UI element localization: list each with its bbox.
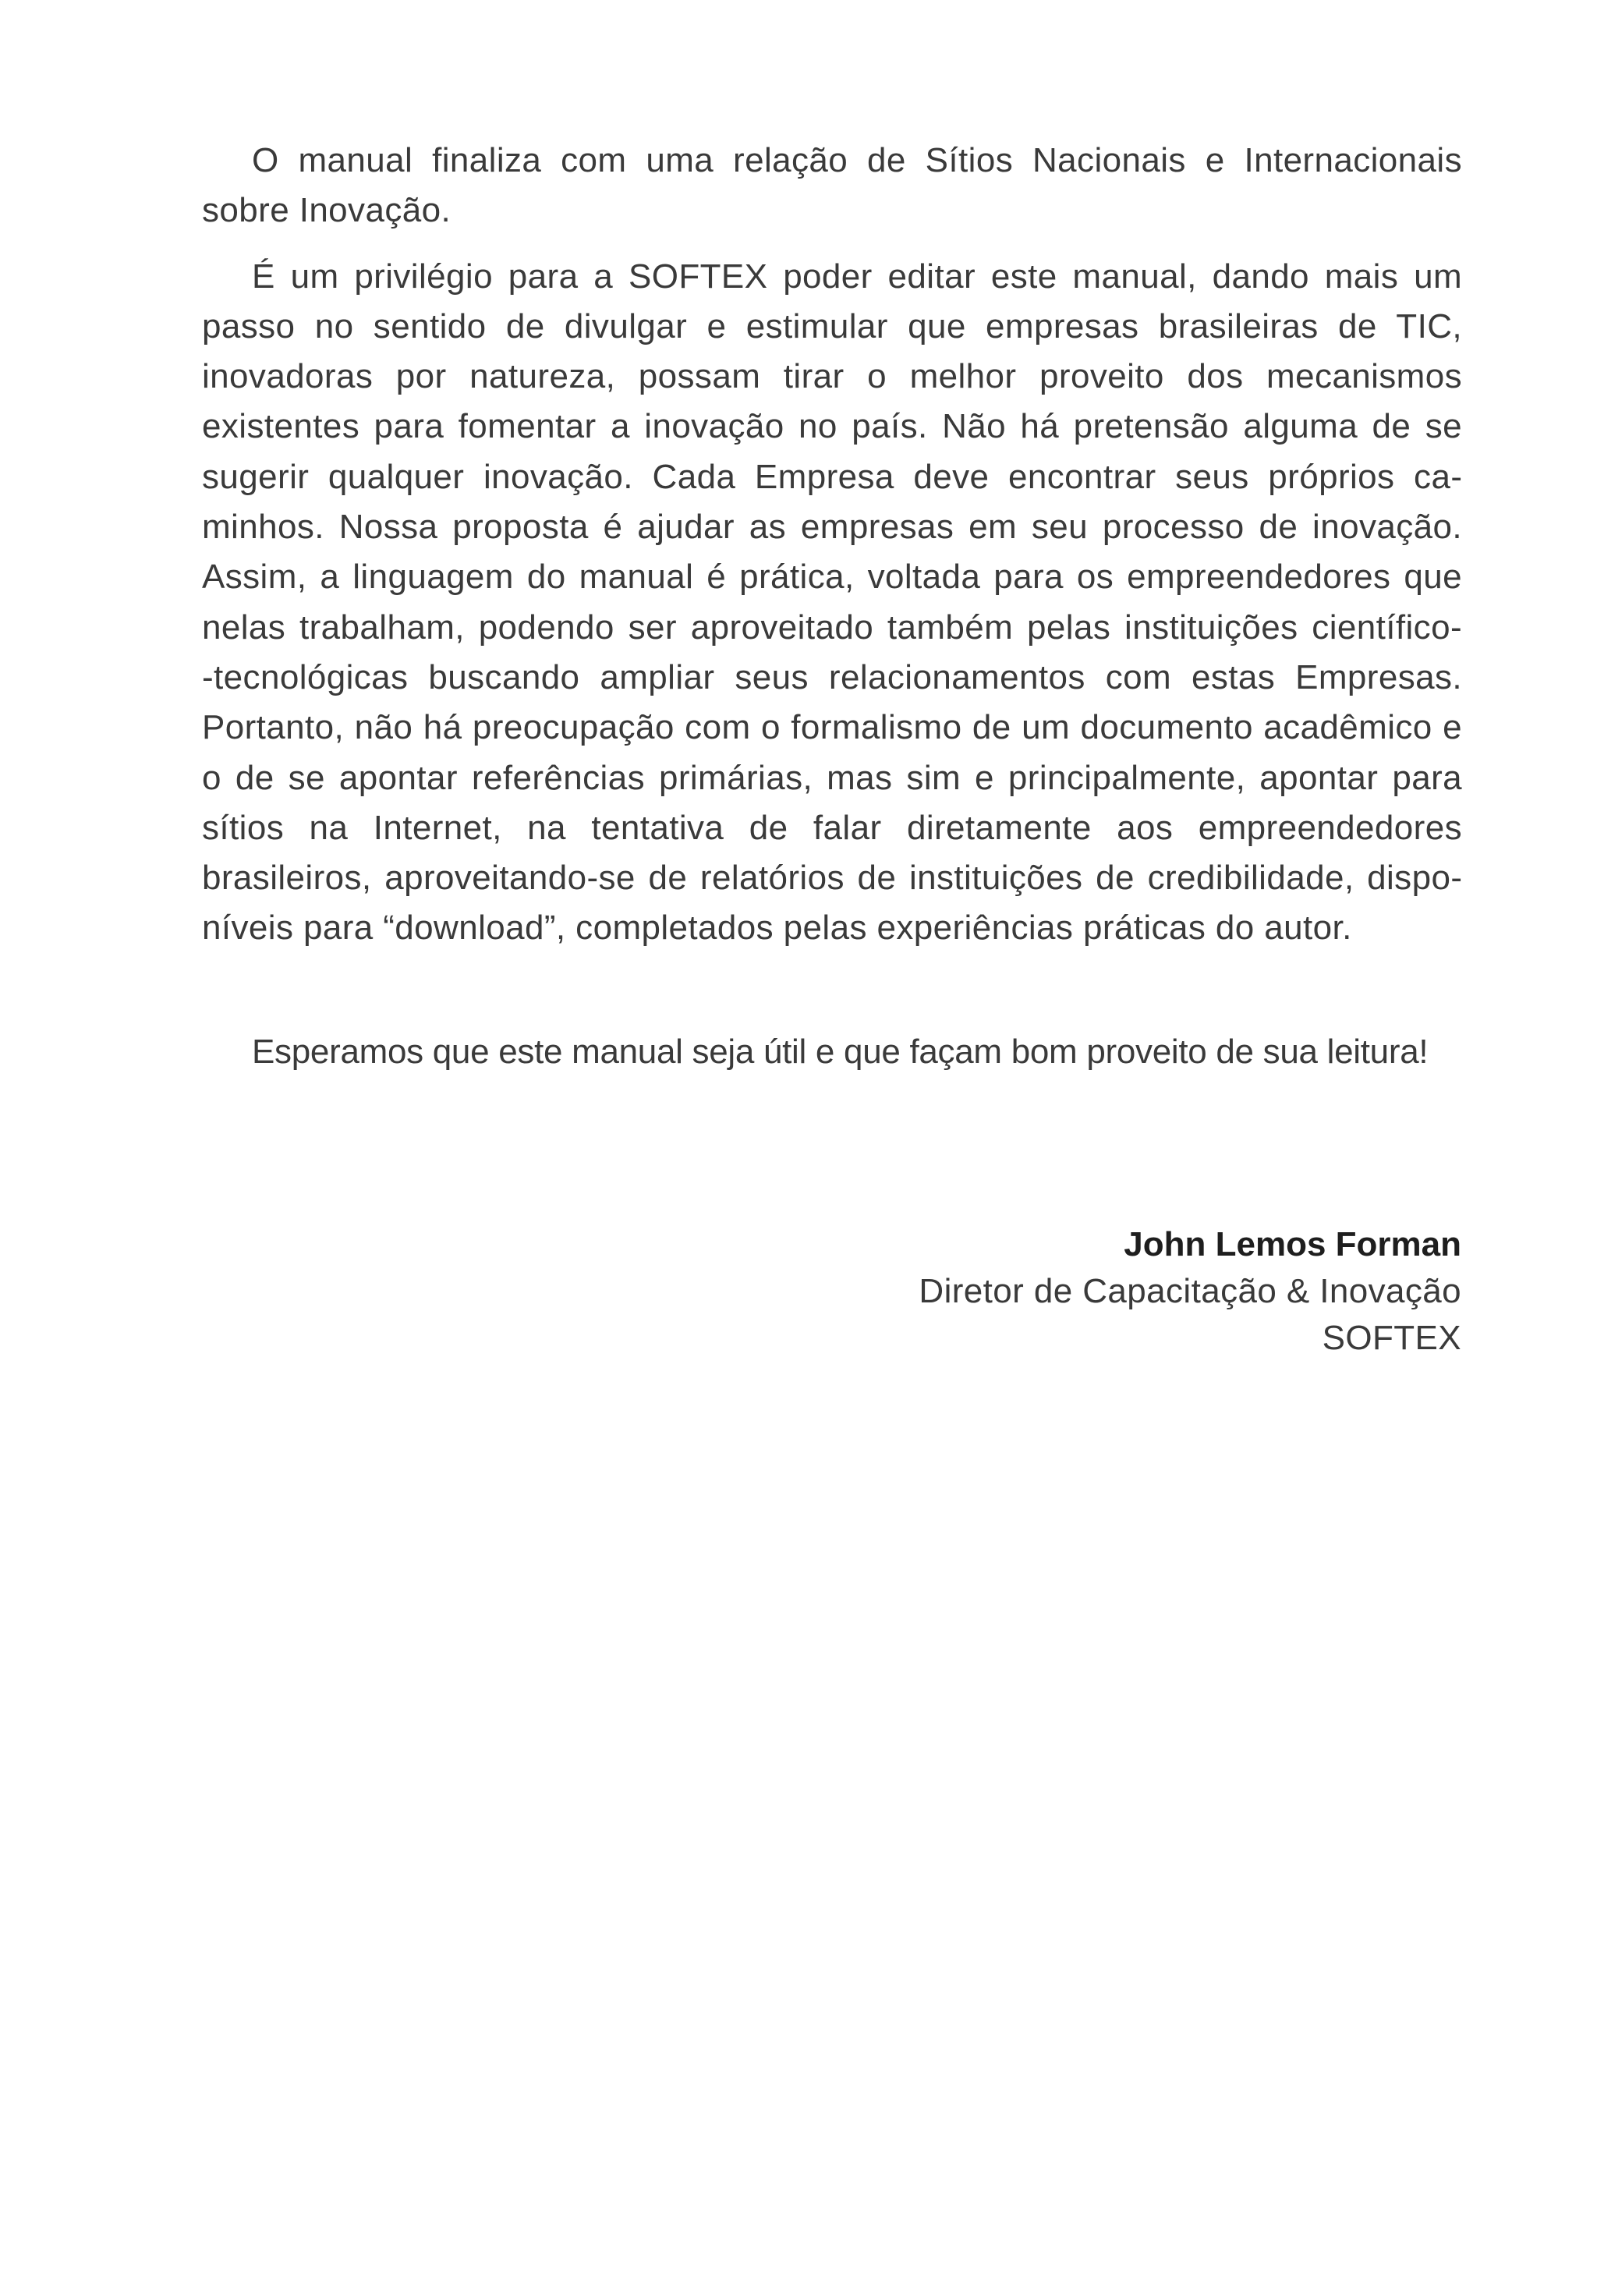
paragraph-sitios: O manual finaliza com uma relação de Sítios Nacionais e Internacionais sobre Inovação. (202, 141, 1462, 230)
signature-organization: SOFTEX (1322, 1319, 1461, 1357)
signature-title: Diretor de Capacitação & Inovação (919, 1272, 1461, 1310)
paragraph-privilegio: É um privilégio para a SOFTEX poder editar este manual, dando mais um passo no sentido de divulgar e estimular que empresas brasileiras de TIC, inovadoras por natureza, possam tirar o melhor proveito dos mecanismos existentes para fomentar a inovação no país. Não há pretensão alguma de se sugerir qualquer inovação. Cada Empresa deve encontrar seus próprios caminhos. Nossa proposta é ajudar as empresas em seu processo de inovação. Assim, a linguagem do manual é prática, voltada para os empreendedores que nelas trabalham, podendo ser aproveitado também pelas instituições científico‑ ‑tecnológicas buscando ampliar seus relacionamentos com estas Empresas. Portanto, não há preocupação com o formalismo de um documento acadêmico e o de se apontar referências primárias, mas sim e principalmente, apontar para sítios na Internet, na tentativa de falar diretamente aos empreendedores brasileiros, aproveitando-se de relatórios de instituições de credibilidade, disponíveis para “download”, completados pelas experiências práticas do autor. (202, 257, 1462, 948)
body-text (202, 136, 1462, 1077)
signature-block (919, 1221, 1461, 1362)
signature-name: John Lemos Forman (1124, 1225, 1461, 1263)
closing-sentence: Esperamos que este manual seja útil e que façam bom proveito de sua leitura! (252, 1032, 1429, 1071)
